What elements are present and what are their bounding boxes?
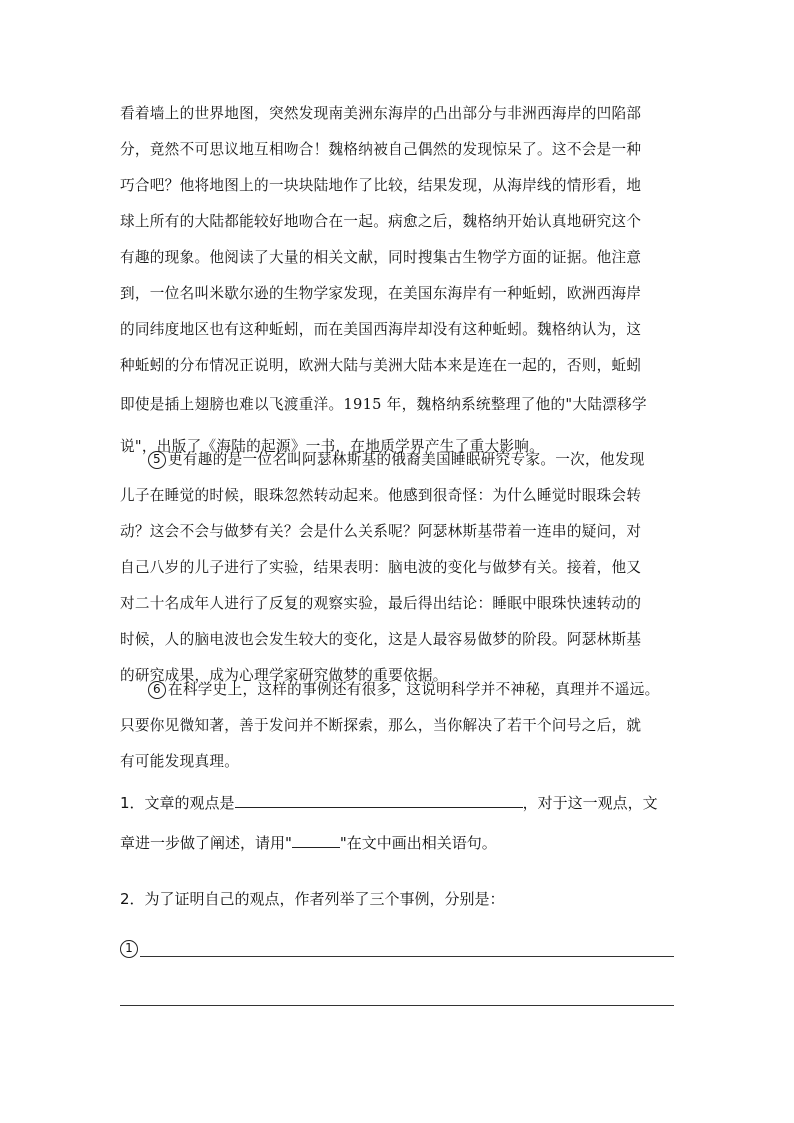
text-line: 到，一位名叫米歇尔逊的生物学家发现，在美国东海岸有一种蚯蚓，欧洲西海岸: [120, 285, 642, 302]
text-line: 说"，出版了《海陆的起源》一书，在地质学界产生了重大影响。: [120, 438, 545, 455]
question-line2-suffix: "在文中画出相关语句。: [339, 834, 497, 852]
paragraph-wegener: [120, 96, 676, 468]
paragraph-6: [120, 672, 676, 780]
answer-line-1[interactable]: [140, 956, 674, 957]
text-line-content: 在科学史上，这样的事例还有很多，这说明科学并不神秘，真理并不遥远。: [168, 681, 660, 698]
text-line: 自己八岁的儿子进行了实验，结果表明：脑电波的变化与做梦有关。接着，他又: [120, 559, 642, 576]
answer-row-1: [120, 938, 680, 958]
answer-marker-1: 1: [120, 940, 138, 958]
answer-blank[interactable]: [235, 791, 523, 808]
question-1: [120, 790, 680, 816]
text-line: 有趣的现象。他阅读了大量的相关文献，同时搜集古生物学方面的证据。他注意: [120, 249, 642, 266]
underline-mark-sample: [292, 831, 340, 848]
question-number: 2．: [120, 890, 145, 908]
text-line: 只要你见微知著，善于发问并不断探索，那么，当你解决了若干个问号之后，就: [120, 717, 642, 734]
question-number: 1．: [120, 794, 145, 812]
text-line: 球上所有的大陆都能较好地吻合在一起。病愈之后，魏格纳开始认真地研究这个: [120, 213, 642, 230]
text-line: [120, 672, 676, 708]
text-line: [120, 442, 676, 478]
text-line: 儿子在睡觉的时候，眼珠忽然转动起来。他感到很奇怪：为什么睡觉时眼珠会转: [120, 487, 642, 504]
answer-line-2[interactable]: [120, 1005, 674, 1006]
text-line-content: 更有趣的是一位名叫阿瑟林斯基的俄裔美国睡眠研究专家。一次，他发现: [168, 451, 645, 468]
question-suffix: ，对于这一观点，文: [522, 794, 658, 812]
text-line: 即使是插上翅膀也难以飞渡重洋。1915 年，魏格纳系统整理了他的"大陆漂移学: [120, 396, 647, 413]
text-line: 对二十名成年人进行了反复的观察实验，最后得出结论：睡眠中眼珠快速转动的: [120, 595, 642, 612]
question-1-line-2: [120, 830, 680, 856]
text-line: 看着墙上的世界地图，突然发现南美洲东海岸的凸出部分与非洲西海岸的凹陷部: [120, 105, 642, 122]
question-line2-prefix: 章进一步做了阐述，请用": [120, 834, 292, 852]
text-line: 的研究成果，成为心理学家研究做梦的重要依据。: [120, 667, 448, 684]
question-2: [120, 886, 680, 912]
text-line: 的同纬度地区也有这种蚯蚓，而在美国西海岸却没有这种蚯蚓。魏格纳认为，这: [120, 321, 642, 338]
paragraph-number-5: 5: [148, 451, 166, 469]
paragraph-number-6: 6: [148, 681, 166, 699]
text-line: 种蚯蚓的分布情况正说明，欧洲大陆与美洲大陆本来是连在一起的，否则，蚯蚓: [120, 357, 642, 374]
text-line: 有可能发现真理。: [120, 753, 240, 770]
text-line: 巧合吧？他将地图上的一块块陆地作了比较，结果发现，从海岸线的情形看，地: [120, 177, 642, 194]
text-line: 动？这会不会与做梦有关？会是什么关系呢？阿瑟林斯基带着一连串的疑问，对: [120, 523, 642, 540]
text-line: 时候，人的脑电波也会发生较大的变化，这是人最容易做梦的阶段。阿瑟林斯基: [120, 631, 642, 648]
text-line: 分，竟然不可思议地互相吻合！魏格纳被自己偶然的发现惊呆了。这不会是一种: [120, 141, 642, 158]
question-prefix: 文章的观点是: [144, 794, 235, 812]
paragraph-5: [120, 442, 676, 694]
question-text: 为了证明自己的观点，作者列举了三个事例，分别是：: [144, 890, 505, 908]
